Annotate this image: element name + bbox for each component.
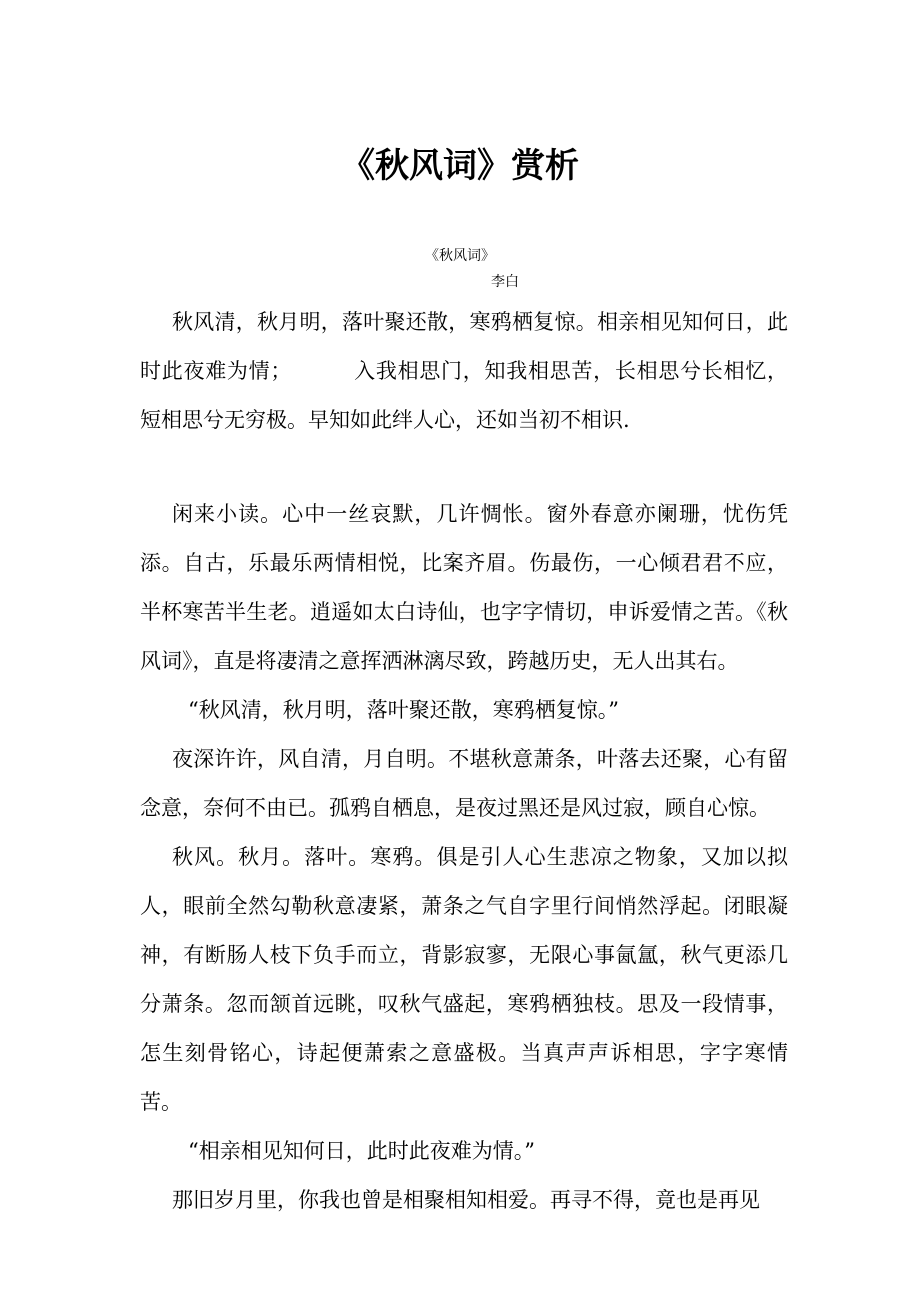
paragraph: 夜深许许，风自清，月自明。不堪秋意萧条，叶落去还聚，心有留念意，奈何不由已。孤鸦自栖息，是夜过黑还是风过寂，顾自心惊。	[140, 747, 788, 820]
poem-line: 入我相思门，知我相思苦，长相思兮长相忆，短相思兮无穷极。早知如此绊人心，还如当初不相识.	[140, 359, 789, 432]
page-title: 《秋风词》赏析	[341, 146, 579, 186]
poem-author: 李白	[491, 274, 519, 290]
paragraph: 那旧岁月里，你我也曾是相聚相知相爱。再寻不得，竟也是再见	[172, 1188, 760, 1212]
paragraph: 闲来小读。心中一丝哀默，几许惆怅。窗外春意亦阑珊，忧伤凭添。自古，乐最乐两情相悦，比案齐眉。伤最伤，一心倾君君不应，半杯寒苦半生老。逍遥如太白诗仙，也字字情切，申诉爱情之苦。《秋风词》，直是将凄清之意挥洒淋漓尽致，跨越历史，无人出其右。	[140, 502, 788, 673]
paragraph: 秋风。秋月。落叶。寒鸦。俱是引人心生悲凉之物象，又加以拟人，眼前全然勾勒秋意凄紧，萧条之气自字里行间悄然浮起。闭眼凝神，有断肠人枝下负手而立，背影寂寥，无限心事氤氲，秋气更添几分萧条。忽而颔首远眺，叹秋气盛起，寒鸦栖独枝。思及一段情事，怎生刻骨铭心，诗起便萧索之意盛极。当真声声诉相思，字字寒情苦。	[140, 845, 788, 1114]
essay-body	[140, 490, 788, 1225]
poem-name: 《秋风词》	[425, 248, 495, 264]
poem-text	[140, 298, 788, 445]
quote-line: “相亲相见知何日，此时此夜难为情。”	[188, 1139, 535, 1163]
poem-line: 秋风清，秋月明，落叶聚还散，寒鸦栖复惊。相亲相见知何日，此时此夜难为情；	[140, 310, 788, 383]
quote-line: “秋风清，秋月明，落叶聚还散，寒鸦栖复惊。”	[188, 698, 619, 722]
